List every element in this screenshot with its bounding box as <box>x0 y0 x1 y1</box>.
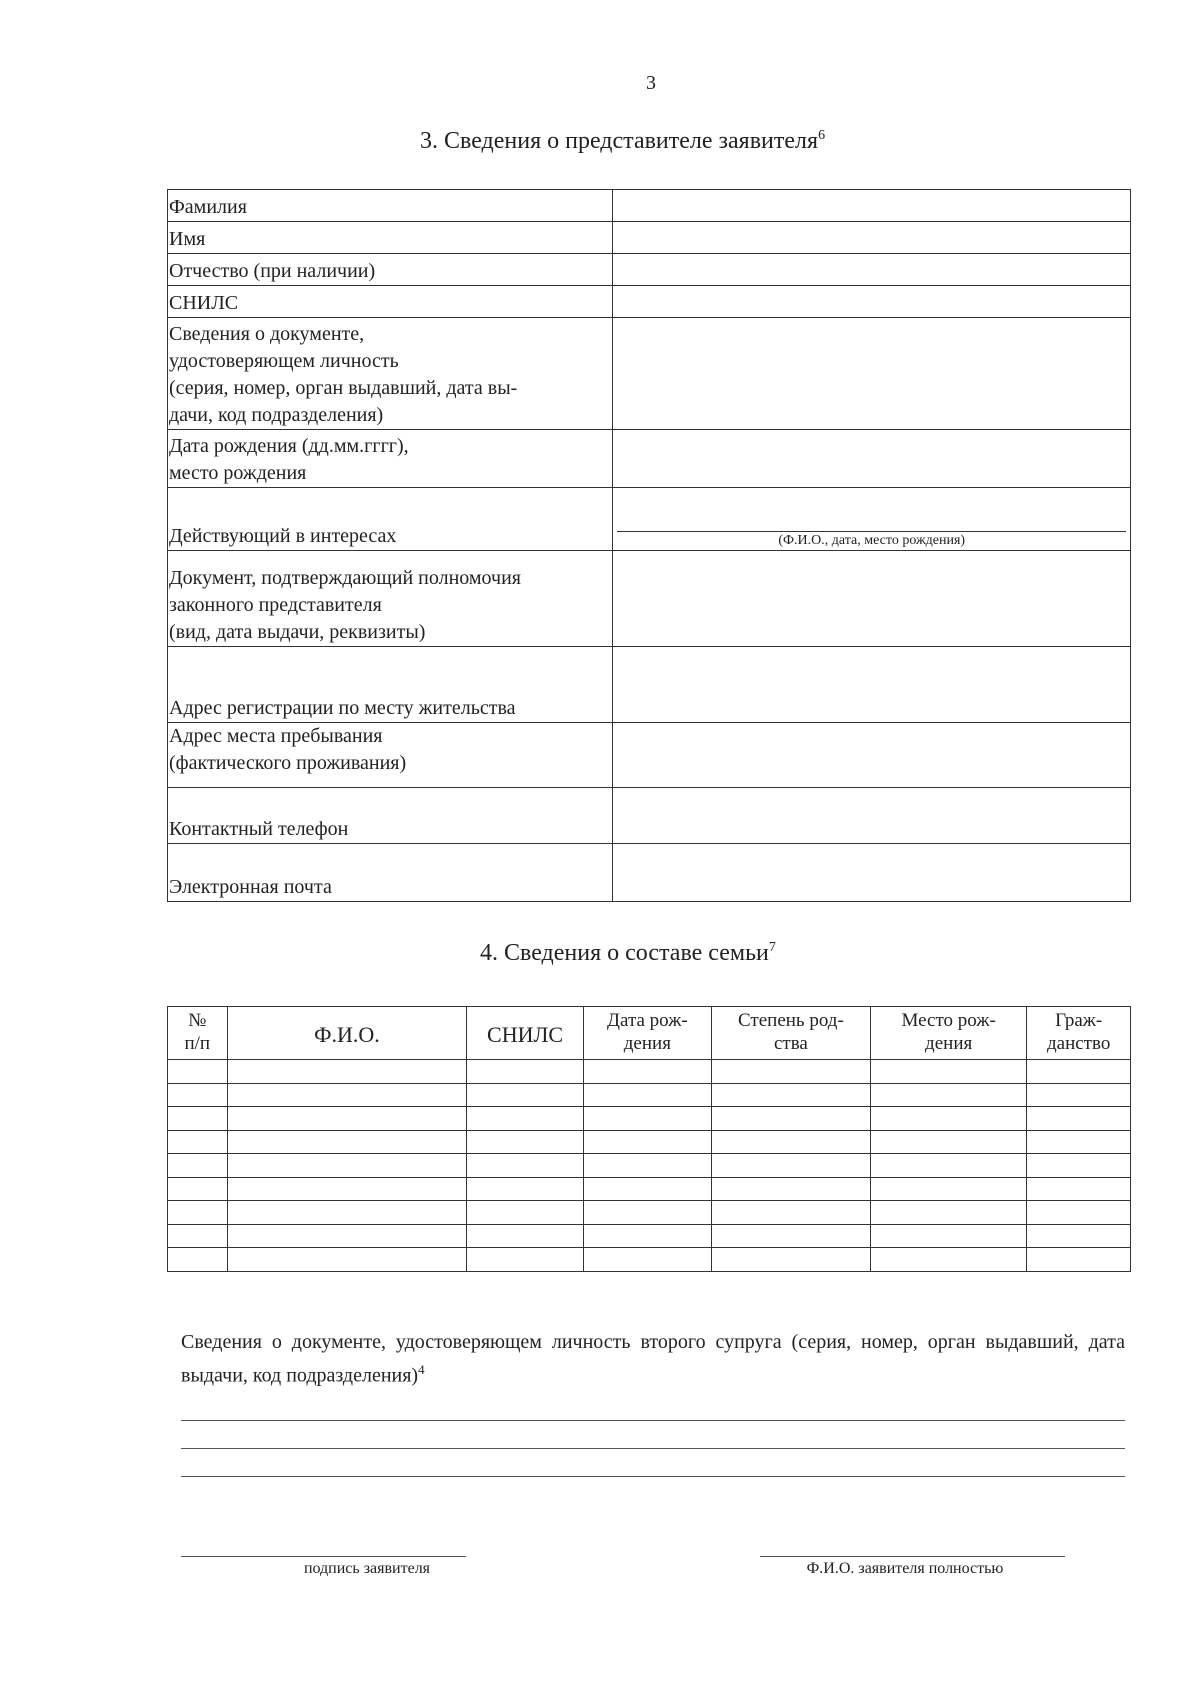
family-cell[interactable] <box>1027 1224 1131 1248</box>
section-3-title-text: 3. Сведения о представителе заявителя <box>420 128 819 154</box>
table-row <box>168 1154 1131 1178</box>
family-cell[interactable] <box>583 1224 711 1248</box>
family-cell[interactable] <box>467 1154 584 1178</box>
label-patronymic: Отчество (при наличии) <box>168 254 613 286</box>
table-row <box>168 647 1131 723</box>
spouse-document-paragraph <box>181 1328 1125 1390</box>
family-cell[interactable] <box>168 1060 228 1084</box>
field-acting-on-behalf[interactable] <box>613 488 1131 551</box>
family-cell[interactable] <box>227 1083 467 1107</box>
table-row <box>168 723 1131 788</box>
family-cell[interactable] <box>711 1154 870 1178</box>
family-cell[interactable] <box>711 1248 870 1272</box>
family-cell[interactable] <box>168 1130 228 1154</box>
family-cell[interactable] <box>583 1083 711 1107</box>
family-cell[interactable] <box>583 1130 711 1154</box>
field-authority-document[interactable] <box>613 551 1131 647</box>
field-residence-address[interactable] <box>613 723 1131 788</box>
table-row <box>168 286 1131 318</box>
family-cell[interactable] <box>168 1177 228 1201</box>
family-cell[interactable] <box>1027 1248 1131 1272</box>
family-cell[interactable] <box>583 1177 711 1201</box>
family-cell[interactable] <box>583 1107 711 1131</box>
page-number: 3 <box>646 72 656 94</box>
family-cell[interactable] <box>227 1107 467 1131</box>
table-row <box>168 1083 1131 1107</box>
section-3-footnote: 6 <box>818 128 826 143</box>
family-cell[interactable] <box>583 1060 711 1084</box>
family-cell[interactable] <box>227 1201 467 1225</box>
spouse-document-footnote: 4 <box>418 1362 425 1377</box>
label-phone: Контактный телефон <box>168 788 613 844</box>
family-table-body <box>168 1060 1131 1272</box>
family-cell[interactable] <box>168 1083 228 1107</box>
family-cell[interactable] <box>583 1201 711 1225</box>
family-cell[interactable] <box>227 1224 467 1248</box>
full-name-label: Ф.И.О. заявителя полностью <box>806 1560 1004 1577</box>
table-row <box>168 1060 1131 1084</box>
section-3-title <box>420 128 825 155</box>
table-row <box>168 788 1131 844</box>
family-cell[interactable] <box>467 1177 584 1201</box>
label-name: Имя <box>168 222 613 254</box>
table-row <box>168 190 1131 222</box>
field-email[interactable] <box>613 844 1131 902</box>
spouse-line-2[interactable] <box>181 1448 1125 1449</box>
family-cell[interactable] <box>168 1224 228 1248</box>
col-birth-place: Место рож- дения <box>870 1007 1026 1060</box>
family-cell[interactable] <box>711 1224 870 1248</box>
family-cell[interactable] <box>870 1248 1026 1272</box>
section-4-title <box>480 940 776 967</box>
table-row <box>168 1107 1131 1131</box>
family-cell[interactable] <box>467 1224 584 1248</box>
family-cell[interactable] <box>227 1130 467 1154</box>
table-row <box>168 1177 1131 1201</box>
family-cell[interactable] <box>870 1154 1026 1178</box>
section-4-footnote: 7 <box>768 940 776 955</box>
label-birth-date-place: Дата рождения (дд.мм.гггг), место рождения <box>168 430 613 488</box>
family-cell[interactable] <box>711 1060 870 1084</box>
family-table <box>167 1006 1131 1272</box>
family-cell[interactable] <box>870 1130 1026 1154</box>
family-cell[interactable] <box>711 1130 870 1154</box>
family-cell[interactable] <box>227 1177 467 1201</box>
family-cell[interactable] <box>1027 1130 1131 1154</box>
family-cell[interactable] <box>467 1083 584 1107</box>
field-identity-document[interactable] <box>613 318 1131 430</box>
family-cell[interactable] <box>1027 1060 1131 1084</box>
family-cell[interactable] <box>467 1248 584 1272</box>
family-cell[interactable] <box>227 1154 467 1178</box>
col-relationship: Степень род- ства <box>711 1007 870 1060</box>
family-cell[interactable] <box>711 1177 870 1201</box>
family-cell[interactable] <box>583 1154 711 1178</box>
table-row <box>168 430 1131 488</box>
family-cell[interactable] <box>870 1177 1026 1201</box>
family-cell[interactable] <box>870 1224 1026 1248</box>
family-cell[interactable] <box>168 1248 228 1272</box>
table-row <box>168 1224 1131 1248</box>
field-registration-address[interactable] <box>613 647 1131 723</box>
label-acting-on-behalf: Действующий в интересах <box>168 488 613 551</box>
spouse-document-text: Сведения о документе, удостоверяющем личность второго супруга (серия, номер, орган выдавший, дата выдачи, код подразделения) <box>181 1331 1125 1387</box>
signature-label: подпись заявителя <box>303 1560 431 1577</box>
family-cell[interactable] <box>227 1248 467 1272</box>
family-cell[interactable] <box>168 1154 228 1178</box>
family-cell[interactable] <box>1027 1177 1131 1201</box>
table-row <box>168 254 1131 286</box>
spouse-line-1[interactable] <box>181 1420 1125 1421</box>
family-cell[interactable] <box>870 1083 1026 1107</box>
family-cell[interactable] <box>870 1060 1026 1084</box>
col-snils: СНИЛС <box>467 1007 584 1060</box>
label-identity-document: Сведения о документе, удостоверяющем личность (серия, номер, орган выдавший, дата вы- дачи, код подразделения) <box>168 318 613 430</box>
table-row <box>168 488 1131 551</box>
col-citizenship: Граж- данство <box>1027 1007 1131 1060</box>
label-residence-address: Адрес места пребывания (фактического проживания) <box>168 723 613 788</box>
table-row <box>168 551 1131 647</box>
representative-table <box>167 189 1131 902</box>
table-row <box>168 844 1131 902</box>
family-cell[interactable] <box>467 1060 584 1084</box>
family-cell[interactable] <box>583 1248 711 1272</box>
field-surname[interactable] <box>613 190 1131 222</box>
label-authority-document: Документ, подтверждающий полномочия законного представителя (вид, дата выдачи, реквизиты) <box>168 551 613 647</box>
field-phone[interactable] <box>613 788 1131 844</box>
field-snils[interactable] <box>613 286 1131 318</box>
family-cell[interactable] <box>1027 1107 1131 1131</box>
family-cell[interactable] <box>168 1201 228 1225</box>
family-cell[interactable] <box>168 1107 228 1131</box>
family-cell[interactable] <box>870 1107 1026 1131</box>
table-row <box>168 1248 1131 1272</box>
label-snils: СНИЛС <box>168 286 613 318</box>
field-patronymic[interactable] <box>613 254 1131 286</box>
field-name[interactable] <box>613 222 1131 254</box>
family-cell[interactable] <box>711 1107 870 1131</box>
family-cell[interactable] <box>467 1107 584 1131</box>
col-birth-date: Дата рож- дения <box>583 1007 711 1060</box>
family-cell[interactable] <box>711 1083 870 1107</box>
full-name-line[interactable] <box>760 1556 1065 1557</box>
field-birth-date-place[interactable] <box>613 430 1131 488</box>
family-cell[interactable] <box>467 1130 584 1154</box>
table-row <box>168 318 1131 430</box>
family-cell[interactable] <box>870 1201 1026 1225</box>
table-row <box>168 1201 1131 1225</box>
family-cell[interactable] <box>1027 1083 1131 1107</box>
table-row <box>168 1130 1131 1154</box>
section-4-title-text: 4. Сведения о составе семьи <box>480 940 769 966</box>
family-cell[interactable] <box>1027 1201 1131 1225</box>
family-cell[interactable] <box>227 1060 467 1084</box>
family-cell[interactable] <box>467 1201 584 1225</box>
family-cell[interactable] <box>711 1201 870 1225</box>
col-number: № п/п <box>168 1007 228 1060</box>
label-registration-address: Адрес регистрации по месту жительства <box>168 647 613 723</box>
family-table-header <box>168 1007 1131 1060</box>
label-surname: Фамилия <box>168 190 613 222</box>
family-cell[interactable] <box>1027 1154 1131 1178</box>
col-full-name: Ф.И.О. <box>227 1007 467 1060</box>
spouse-line-3[interactable] <box>181 1476 1125 1477</box>
acting-on-behalf-hint: (Ф.И.О., дата, место рождения) <box>617 531 1126 550</box>
label-email: Электронная почта <box>168 844 613 902</box>
signature-line[interactable] <box>181 1556 466 1557</box>
table-row <box>168 222 1131 254</box>
